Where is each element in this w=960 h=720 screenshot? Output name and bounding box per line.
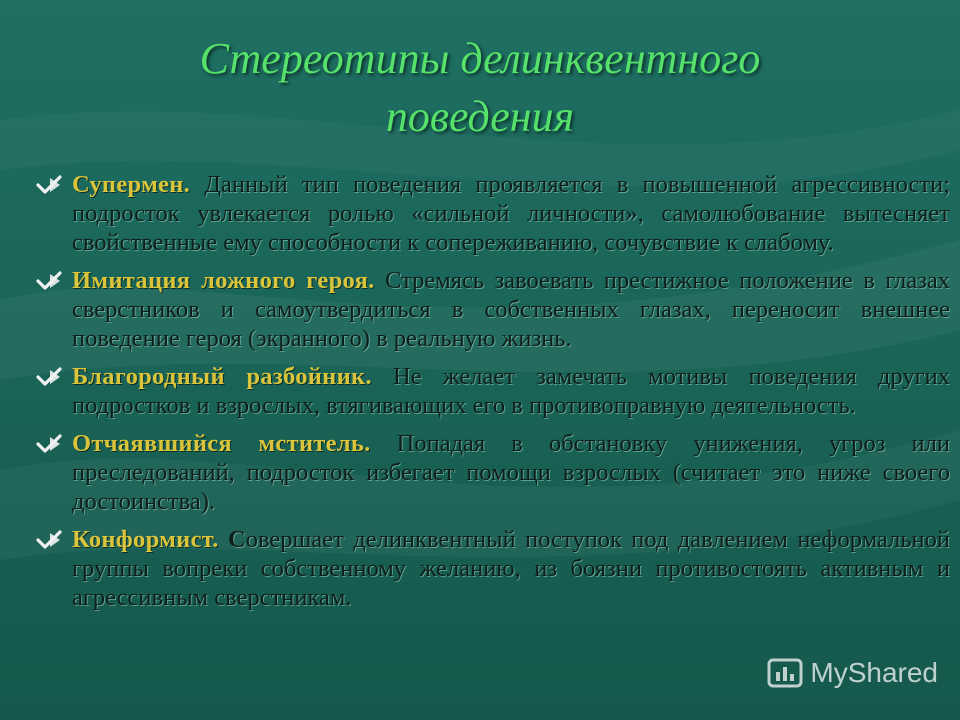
title-line-1: Стереотипы делинквентного [199, 34, 761, 83]
item-lead: Конформист. [72, 526, 219, 553]
arrow-check-bullet-icon [36, 174, 64, 196]
arrow-check-bullet-icon [36, 529, 64, 551]
item-text: Не желает замечать мотивы поведения других подростков и взрослых, втягивающих его в противоправную деятельность. [72, 363, 950, 419]
list-item-desperate-avenger [36, 429, 950, 516]
item-lead-extra: С [218, 526, 246, 553]
list-item-noble-robber [36, 362, 950, 420]
list-item-superman [36, 170, 950, 257]
item-lead: Супермен. [72, 171, 191, 198]
item-lead: Имитация ложного героя. [72, 267, 375, 294]
item-lead: Отчаявшийся мститель. [72, 430, 371, 457]
item-text: овершает делинквентный поступок под давлением неформальной группы вопреки собственному желанию, из боязни противостоять активным и агрессивным сверстникам. [72, 526, 950, 611]
arrow-check-bullet-icon [36, 270, 64, 292]
item-lead: Благородный разбойник. [72, 363, 372, 390]
title-line-2: поведения [385, 92, 575, 141]
arrow-check-bullet-icon [36, 366, 64, 388]
bullet-list [36, 170, 950, 690]
list-item-false-hero [36, 266, 950, 353]
item-text: Данный тип поведения проявляется в повышенной агрессивности; подросток увлекается ролью «сильной личности», самолюбование вытесняет свойственные ему способности к сопереживанию, сочувствие к слабому. [72, 171, 950, 256]
list-item-conformist [36, 525, 950, 612]
myshared-watermark [766, 654, 938, 692]
watermark-text: MyShared [810, 657, 938, 688]
item-text: Попадая в обстановку унижения, угроз или преследований, подросток избегает помощи взрослых (считает это ниже своего достоинства). [72, 430, 950, 515]
myshared-logo-icon [766, 654, 804, 692]
slide-title [60, 30, 900, 146]
item-text: Стремясь завоевать престижное положение в глазах сверстников и самоутвердиться в собственных глазах, переносит внешнее поведение героя (экранного) в реальную жизнь. [72, 267, 950, 352]
arrow-check-bullet-icon [36, 433, 64, 455]
